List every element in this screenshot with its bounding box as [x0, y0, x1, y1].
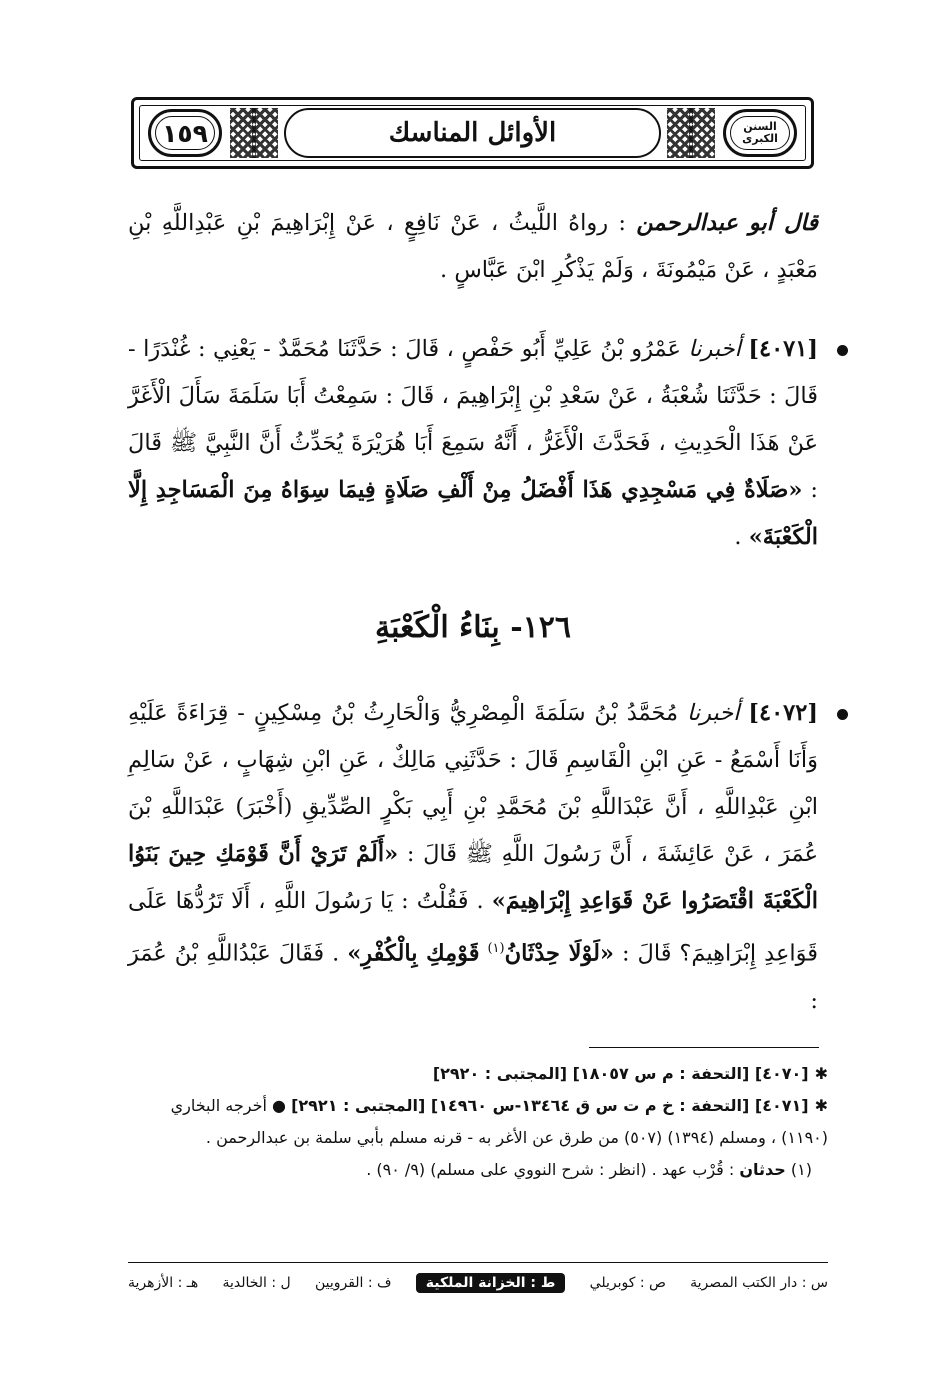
hadith-4072	[128, 690, 818, 1025]
intro-paragraph	[128, 200, 818, 294]
header-ornament-left-2	[252, 108, 278, 158]
matn: «صَلَاةٌ فِي مَسْجِدِي هَذَا أَفْضَلُ مِنْ أَلْفِ صَلَاةٍ فِيمَا سِوَاهُ مِنَ الْمَسَاجِدِ إِلَّا الْكَعْبَةَ»	[128, 477, 818, 550]
hadith-number: [٤٠٧١]	[748, 336, 819, 362]
narration-tail: . فَقَالَ عَبْدُاللَّهِ بْنُ عُمَرَ :	[128, 940, 818, 1014]
footnote-4071	[128, 1090, 828, 1154]
manuscript-sigla	[128, 1268, 828, 1298]
hadith-4071	[128, 326, 818, 561]
footnote-4071-refs: [٤٠٧١] [التحفة : خ م ت س ق ١٣٤٦٤-س ١٤٩٦٠] [المجتبى : ٢٩٢١]	[291, 1096, 809, 1115]
siglum-s2: ص : كوبريلي	[589, 1275, 666, 1291]
footnote-1-text: : قُرْب عهد . (انظر : شرح النووي على مسلم) (٩/ ٩٠) .	[366, 1160, 735, 1179]
book-emblem: السنن الكبرى	[742, 120, 778, 145]
footnote-1	[128, 1154, 828, 1186]
page-number-medallion	[148, 109, 222, 157]
footnote-bullet-icon: ●	[272, 1096, 286, 1115]
header-ornament-right	[689, 108, 715, 158]
footnote-4070-refs: [٤٠٧٠] [التحفة : م س ١٨٠٥٧] [المجتبى : ٢٩٢٠]	[432, 1064, 809, 1083]
hadith-4072-text	[128, 690, 818, 1025]
siglum-f: ف : القرويين	[314, 1275, 392, 1291]
intro-body: : رواهُ اللَّيثُ ، عَنْ نَافِعٍ ، عَنْ إِبْرَاهِيمَ بْنِ عَبْدِاللَّهِ بْنِ مَعْبَدٍ ، عَنْ مَيْمُونَةَ ، وَلَمْ يَذْكُرِ ابْنَ عَبَّاسٍ .	[128, 210, 818, 283]
book-emblem-medallion	[723, 109, 797, 157]
narration-middle: . فَقُلْتُ : يَا رَسُولَ اللَّهِ ، أَلَا تَرُدُّهَا عَلَى قَوَاعِدِ إِبْرَاهِيمَ؟ قَالَ :	[128, 888, 819, 967]
footnote-1-marker: (١)	[790, 1160, 812, 1179]
footnote-marker: (١)	[487, 941, 505, 956]
matn-1: «أَلَمْ تَرَيْ أَنَّ قَوْمَكِ حِينَ بَنَوُا الْكَعْبَةَ اقْتَصَرُوا عَنْ قَوَاعِدِ إِبْرَاهِيمَ»	[128, 841, 819, 914]
akhbarana-label: أخبرنا	[688, 336, 741, 362]
narrator-label: قال أبو عبدالرحمن	[636, 210, 818, 236]
bullet-icon	[837, 345, 848, 356]
footnote-4070	[128, 1058, 828, 1090]
footnotes	[128, 1058, 828, 1186]
running-title: الأوائل المناسك	[388, 118, 557, 148]
footnote-divider	[589, 1047, 819, 1048]
sigla-divider	[128, 1262, 828, 1263]
title-band	[284, 108, 661, 158]
bullet-icon	[837, 709, 848, 720]
isnad: مُحَمَّدُ بْنُ سَلَمَةَ الْمِصْرِيُّ وَالْحَارِثُ بْنُ مِسْكِينٍ - قِرَاءَةً عَلَيْهِ وَأَنَا أَسْمَعُ - عَنِ ابْنِ الْقَاسِمِ قَالَ : حَدَّثَنِي مَالِكٌ ، عَنِ ابْنِ شِهَابٍ ، عَنْ سَالِمِ ابْنِ عَبْدِاللَّهِ ، أَنَّ عَبْدَاللَّهِ بْنَ مُحَمَّدِ بْنِ أَبِي بَكْرٍ الصِّدِّيقِ (أَخْبَرَ) عَبْدَاللَّهِ بْنَ عُمَرَ ، عَنْ عَائِشَةَ ، أَنَّ رَسُولَ اللَّهِ ﷺ قَالَ :	[128, 700, 818, 867]
matn-end: .	[734, 524, 742, 550]
footnote-4071-text: أخرجه البخاري (١١٩٠) ، ومسلم (١٣٩٤) (٥٠٧) من طرق عن الأغر به - قرنه مسلم بأبي سلمة بن عبدالرحمن .	[170, 1096, 828, 1147]
siglum-t-highlighted: ط : الخزانة الملكية	[416, 1273, 566, 1293]
page-number: ١٥٩	[162, 118, 208, 148]
hadith-number: [٤٠٧٢]	[748, 700, 819, 726]
intro-text	[128, 200, 818, 294]
siglum-l: ل : الخالدية	[222, 1275, 291, 1291]
asterisk-icon: ✱	[814, 1096, 828, 1115]
hadith-4071-text	[128, 326, 818, 561]
asterisk-icon: ✱	[814, 1064, 828, 1083]
footnote-1-term: حدثان	[739, 1160, 786, 1179]
matn-2a: «لَوْلَا حِدْثَانُ	[504, 940, 614, 967]
akhbarana-label: أخبرنا	[686, 700, 740, 726]
isnad: عَمْرُو بْنُ عَلِيِّ أَبُو حَفْصٍ ، قَالَ : حَدَّثَنَا مُحَمَّدٌ - يَعْنِي : غُنْدَرًا - قَالَ : حَدَّثَنَا شُعْبَةُ ، عَنْ سَعْدِ بْنِ إِبْرَاهِيمَ ، قَالَ : سَمِعْتُ أَبَا سَلَمَةَ سَأَلَ الْأَغَرَّ عَنْ هَذَا الْحَدِيثِ ، فَحَدَّثَ الْأَغَرُّ ، أَنَّهُ سَمِعَ أَبَا هُرَيْرَةَ يُحَدِّثُ أَنَّ النَّبِيَّ ﷺ قَالَ :	[128, 336, 818, 503]
matn-2b: قَوْمِكِ بِالْكُفْرِ»	[347, 940, 480, 967]
chapter-heading: ١٢٦- بِنَاءُ الْكَعْبَةِ	[375, 610, 571, 645]
siglum-s: س : دار الكتب المصرية	[690, 1275, 828, 1291]
siglum-h: هـ : الأزهرية	[128, 1275, 199, 1291]
page-header	[131, 97, 814, 169]
